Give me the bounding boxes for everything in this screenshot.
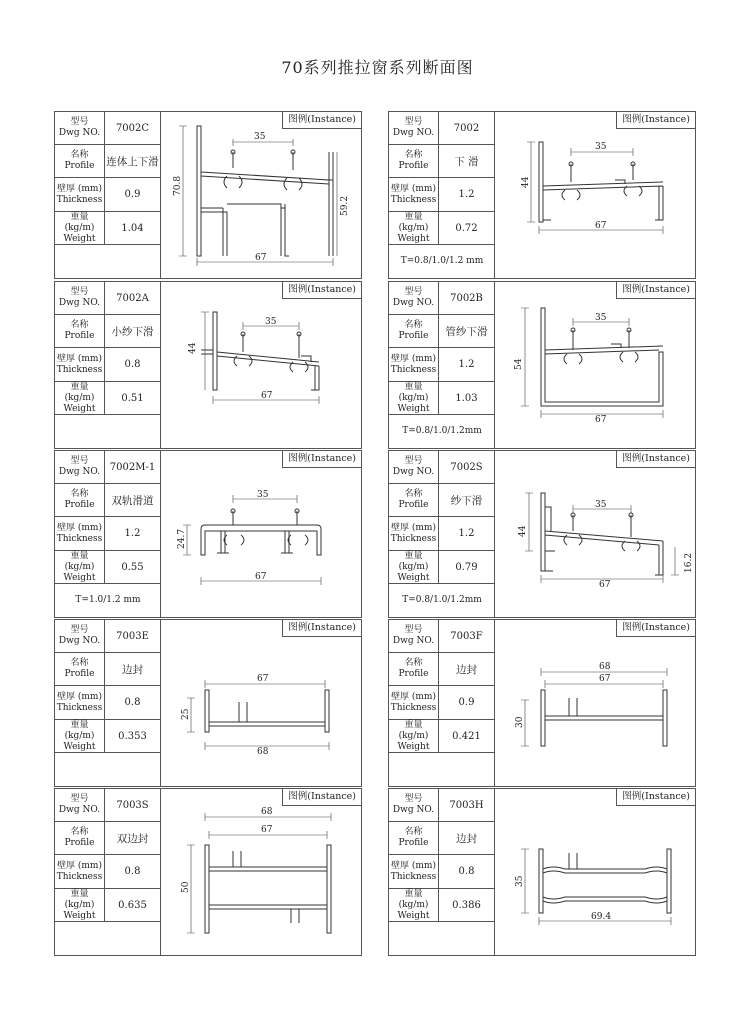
name-label: 名称 xyxy=(70,320,89,330)
weight-label-en: Weight xyxy=(63,572,96,583)
name-value: 下 滑 xyxy=(454,155,479,168)
weight-label-en: Weight xyxy=(397,572,430,583)
name-label-en: Profile xyxy=(64,331,95,341)
name-value: 双边封 xyxy=(116,832,149,845)
model-label: 型号 xyxy=(70,456,89,466)
model-label: 型号 xyxy=(70,287,89,297)
dim-label: 44 xyxy=(521,176,531,188)
profile-card-7002a xyxy=(54,281,362,449)
wall-value: 1.2 xyxy=(458,359,475,370)
model-label-en: Dwg NO. xyxy=(392,467,435,477)
wall-label-en: Thickness xyxy=(56,364,103,375)
dim-label: 44 xyxy=(188,342,198,354)
name-value: 纱下滑 xyxy=(450,494,483,507)
name-label: 名称 xyxy=(404,658,423,668)
name-value: 小纱下滑 xyxy=(111,325,154,338)
wall-value: 0.9 xyxy=(458,697,475,708)
spec-table xyxy=(55,112,161,278)
spec-table xyxy=(389,620,495,786)
dim-label: 35 xyxy=(257,490,269,500)
model-label-en: Dwg NO. xyxy=(392,805,435,815)
wall-label: 壁厚 (mm) xyxy=(57,183,102,194)
model-label: 型号 xyxy=(70,117,89,127)
legend-tag: 图例(Instance) xyxy=(616,451,695,468)
profile-card-7003e xyxy=(54,619,362,787)
legend-tag: 图例(Instance) xyxy=(282,620,361,637)
model-value: 7002 xyxy=(453,122,480,134)
dim-label: 35 xyxy=(254,132,266,142)
model-label-en: Dwg NO. xyxy=(58,636,101,646)
name-value: 边封 xyxy=(456,663,477,676)
dim-label: 35 xyxy=(595,500,607,510)
wall-label-en: Thickness xyxy=(56,194,103,205)
model-label-en: Dwg NO. xyxy=(392,298,435,308)
legend-tag: 图例(Instance) xyxy=(282,451,361,468)
profile-card-7003h xyxy=(388,788,696,956)
name-label: 名称 xyxy=(70,658,89,668)
weight-label-en: Weight xyxy=(63,741,96,752)
profile-drawing xyxy=(161,112,361,278)
wall-value: 0.8 xyxy=(124,359,141,370)
model-label-en: Dwg NO. xyxy=(58,805,101,815)
wall-label: 壁厚 (mm) xyxy=(391,691,436,702)
model-value: 7003H xyxy=(449,799,484,811)
dim-label: 67 xyxy=(595,221,607,231)
name-value: 管纱下滑 xyxy=(445,325,488,338)
dim-label: 67 xyxy=(261,391,273,401)
dim-label: 35 xyxy=(595,142,607,152)
dim-label: 68 xyxy=(599,662,611,672)
dim-label: 16.2 xyxy=(684,552,694,573)
profile-card-7002 xyxy=(388,111,696,279)
wall-value: 0.9 xyxy=(124,189,141,200)
weight-label-en: Weight xyxy=(397,741,430,752)
weight-label: 重量 (kg/m) xyxy=(64,888,95,910)
wall-label: 壁厚 (mm) xyxy=(57,691,102,702)
spec-table xyxy=(55,451,161,617)
dim-label: 67 xyxy=(599,674,611,684)
name-value: 边封 xyxy=(122,663,143,676)
wall-value: 0.8 xyxy=(458,866,475,877)
wall-value: 0.8 xyxy=(124,697,141,708)
model-label: 型号 xyxy=(404,117,423,127)
model-value: 7002S xyxy=(450,461,483,473)
wall-label: 壁厚 (mm) xyxy=(57,353,102,364)
thickness-note: T=0.8/1.0/1.2mm xyxy=(402,595,482,605)
wall-label-en: Thickness xyxy=(56,533,103,544)
profile-card-7003s xyxy=(54,788,362,956)
profile-drawing xyxy=(495,282,695,448)
model-label: 型号 xyxy=(70,794,89,804)
legend-tag: 图例(Instance) xyxy=(616,112,695,129)
profile-card-7002s xyxy=(388,450,696,618)
weight-label: 重量 (kg/m) xyxy=(398,381,429,403)
weight-label: 重量 (kg/m) xyxy=(398,550,429,572)
profile-card-7002m-1 xyxy=(54,450,362,618)
wall-label: 壁厚 (mm) xyxy=(391,183,436,194)
wall-label: 壁厚 (mm) xyxy=(391,860,436,871)
spec-table xyxy=(389,112,495,278)
weight-value: 1.04 xyxy=(121,222,144,234)
page-title: 70系列推拉窗系列断面图 xyxy=(281,58,474,77)
weight-label-en: Weight xyxy=(63,910,96,921)
name-label: 名称 xyxy=(404,827,423,837)
weight-label: 重量 (kg/m) xyxy=(64,211,95,233)
legend-tag: 图例(Instance) xyxy=(282,789,361,806)
dim-label: 30 xyxy=(515,716,525,728)
dim-label: 35 xyxy=(595,313,607,323)
thickness-note xyxy=(55,752,161,786)
weight-label-en: Weight xyxy=(63,233,96,244)
profile-card-7002b xyxy=(388,281,696,449)
dim-label: 67 xyxy=(257,674,269,684)
weight-value: 0.421 xyxy=(452,730,481,742)
name-label-en: Profile xyxy=(64,838,95,848)
legend-tag: 图例(Instance) xyxy=(282,282,361,299)
dim-label: 54 xyxy=(514,358,524,370)
name-value: 双轨滑道 xyxy=(111,494,154,507)
wall-value: 1.2 xyxy=(458,528,475,539)
wall-label: 壁厚 (mm) xyxy=(57,522,102,533)
profile-card-7002c xyxy=(54,111,362,279)
dim-label: 70.8 xyxy=(173,175,183,196)
model-label-en: Dwg NO. xyxy=(58,467,101,477)
weight-label: 重量 (kg/m) xyxy=(398,719,429,741)
weight-value: 0.55 xyxy=(121,561,144,573)
model-value: 7002C xyxy=(115,122,150,134)
thickness-note: T=1.0/1.2 mm xyxy=(75,595,141,605)
profile-drawing xyxy=(495,112,695,278)
weight-label: 重量 (kg/m) xyxy=(398,211,429,233)
spec-table xyxy=(55,282,161,448)
wall-value: 1.2 xyxy=(124,528,141,539)
profile-drawing xyxy=(495,451,695,617)
thickness-note xyxy=(55,921,161,955)
spec-table xyxy=(389,451,495,617)
weight-value: 0.79 xyxy=(455,561,478,573)
weight-label: 重量 (kg/m) xyxy=(64,550,95,572)
wall-label-en: Thickness xyxy=(390,533,437,544)
dim-label: 69.4 xyxy=(591,912,612,922)
name-label-en: Profile xyxy=(398,838,429,848)
dim-label: 67 xyxy=(255,572,267,582)
name-label-en: Profile xyxy=(398,669,429,679)
dim-label: 25 xyxy=(181,708,191,720)
profile-drawing xyxy=(161,620,361,786)
weight-label-en: Weight xyxy=(397,233,430,244)
dim-label: 50 xyxy=(181,881,191,893)
model-label: 型号 xyxy=(70,625,89,635)
weight-value: 0.353 xyxy=(118,730,147,742)
profile-drawing xyxy=(161,451,361,617)
profile-drawing xyxy=(495,620,695,786)
wall-label-en: Thickness xyxy=(56,702,103,713)
thickness-note: T=0.8/1.0/1.2mm xyxy=(402,426,482,436)
weight-label: 重量 (kg/m) xyxy=(64,719,95,741)
profile-card-7003f xyxy=(388,619,696,787)
weight-label: 重量 (kg/m) xyxy=(398,888,429,910)
spec-table xyxy=(389,282,495,448)
thickness-note xyxy=(55,244,161,278)
model-label: 型号 xyxy=(404,287,423,297)
model-label-en: Dwg NO. xyxy=(392,636,435,646)
wall-label-en: Thickness xyxy=(390,364,437,375)
weight-value: 0.635 xyxy=(118,899,147,911)
thickness-note: T=0.8/1.0/1.2 mm xyxy=(400,256,484,266)
legend-tag: 图例(Instance) xyxy=(616,620,695,637)
dim-label: 67 xyxy=(261,825,273,835)
name-label: 名称 xyxy=(70,827,89,837)
weight-label-en: Weight xyxy=(397,403,430,414)
legend-tag: 图例(Instance) xyxy=(616,789,695,806)
model-value: 7003E xyxy=(116,630,149,642)
wall-label-en: Thickness xyxy=(390,702,437,713)
wall-label-en: Thickness xyxy=(390,871,437,882)
model-label: 型号 xyxy=(404,625,423,635)
weight-value: 1.03 xyxy=(455,392,478,404)
profile-drawing xyxy=(161,789,361,955)
name-label: 名称 xyxy=(404,150,423,160)
wall-label-en: Thickness xyxy=(56,871,103,882)
wall-label: 壁厚 (mm) xyxy=(57,860,102,871)
dim-label: 67 xyxy=(599,580,611,590)
thickness-note xyxy=(55,414,161,448)
name-label-en: Profile xyxy=(398,331,429,341)
dim-label: 35 xyxy=(265,317,277,327)
dim-label: 24.7 xyxy=(177,528,187,549)
model-value: 7002A xyxy=(116,292,149,304)
dim-label: 35 xyxy=(515,875,525,887)
weight-value: 0.51 xyxy=(121,392,144,404)
model-label-en: Dwg NO. xyxy=(58,128,101,138)
name-label-en: Profile xyxy=(64,500,95,510)
dim-label: 44 xyxy=(518,525,528,537)
thickness-note xyxy=(389,921,495,955)
name-label: 名称 xyxy=(404,489,423,499)
spec-table xyxy=(55,620,161,786)
spec-table xyxy=(389,789,495,955)
name-label-en: Profile xyxy=(398,161,429,171)
wall-label-en: Thickness xyxy=(390,194,437,205)
dim-label: 67 xyxy=(595,415,607,425)
thickness-note xyxy=(389,752,495,786)
dim-label: 67 xyxy=(255,253,267,263)
wall-label: 壁厚 (mm) xyxy=(391,522,436,533)
name-value: 连体上下滑 xyxy=(106,155,159,168)
name-label: 名称 xyxy=(70,150,89,160)
profile-drawing xyxy=(161,282,361,448)
model-value: 7002M-1 xyxy=(109,461,156,473)
name-label-en: Profile xyxy=(64,669,95,679)
name-value: 边封 xyxy=(456,832,477,845)
model-value: 7002B xyxy=(450,292,483,304)
weight-value: 0.386 xyxy=(452,899,481,911)
weight-value: 0.72 xyxy=(455,222,478,234)
wall-value: 1.2 xyxy=(458,189,475,200)
wall-value: 0.8 xyxy=(124,866,141,877)
dim-label: 68 xyxy=(261,807,273,817)
wall-label: 壁厚 (mm) xyxy=(391,353,436,364)
model-label-en: Dwg NO. xyxy=(392,128,435,138)
model-label: 型号 xyxy=(404,794,423,804)
profile-drawing xyxy=(495,789,695,955)
legend-tag: 图例(Instance) xyxy=(282,112,361,129)
model-label: 型号 xyxy=(404,456,423,466)
name-label: 名称 xyxy=(404,320,423,330)
weight-label-en: Weight xyxy=(397,910,430,921)
legend-tag: 图例(Instance) xyxy=(616,282,695,299)
dim-label: 59.2 xyxy=(340,195,350,216)
name-label-en: Profile xyxy=(398,500,429,510)
model-value: 7003S xyxy=(116,799,149,811)
spec-table xyxy=(55,789,161,955)
model-value: 7003F xyxy=(450,630,483,642)
weight-label-en: Weight xyxy=(63,403,96,414)
dim-label: 68 xyxy=(257,747,269,757)
name-label-en: Profile xyxy=(64,161,95,171)
model-label-en: Dwg NO. xyxy=(58,298,101,308)
weight-label: 重量 (kg/m) xyxy=(64,381,95,403)
name-label: 名称 xyxy=(70,489,89,499)
